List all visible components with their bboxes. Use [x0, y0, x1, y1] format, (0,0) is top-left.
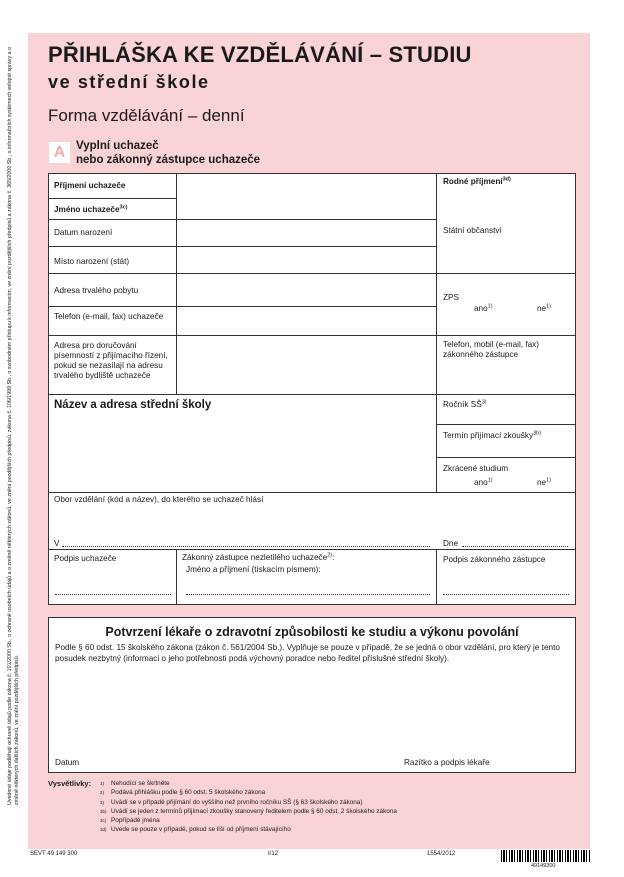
note-text: Podává přihlášku podle § 60 odst. 5 školského zákona — [111, 789, 266, 797]
guardian-name-label: Jméno a příjmení (tiskacím písmem): — [186, 565, 321, 574]
divider — [436, 549, 437, 605]
guardian-signature-label: Podpis zákonného zástupce — [443, 555, 546, 564]
legal-side-note: Uvedené údaje podléhají ochraně údajů podle zákona č. 101/2000 Sb., o ochraně osobních údajů a o změně některých zákonů, ve znění pozdějších předpisů, zákona č. 106/1999 Sb., o svobodném přístupu k informacím, ve znění pozdějších předpisů a zákona č. 365/2000 Sb., o informačních systémech veřejné správy a o změně některých dalších zákonů, ve znění pozdějších předpisů. — [7, 47, 21, 805]
name-label-text: Jméno uchazeče — [54, 205, 120, 214]
note-marker: 3) — [100, 799, 105, 805]
birth-surname-text: Rodné příjmení — [443, 177, 503, 186]
divider — [436, 173, 437, 492]
doctor-section-text: Podle § 60 odst. 15 školského zákona (zákon č. 561/2004 Sb.). Vyplňuje se pouze v případě, že se jedná o obor vzdělání, pro který je tento posudek nezbytný (informaci o jeho potřebnosti podá výchovný poradce nebo ředitel příslušné střední školy). — [55, 643, 560, 663]
divider — [48, 219, 436, 220]
notes-title: Vysvětlivky: — [48, 779, 92, 788]
form-title-line2: ve střední škole — [48, 72, 210, 92]
name-label-sup: 3c) — [119, 204, 128, 211]
shortened-yes-text: ano — [474, 478, 488, 487]
divider — [48, 492, 576, 493]
year-label — [443, 400, 487, 410]
divider — [48, 273, 576, 274]
note-marker: 1) — [100, 781, 105, 786]
divider — [176, 549, 177, 605]
applicant-form-panel — [48, 173, 576, 605]
guardian-title-sup: 2) — [327, 552, 333, 559]
birth-date-label: Datum narození — [54, 228, 113, 237]
delivery-address-label: Adresa pro doručování písemností z přijímacího řízení, pokud se nezasílají na adresu trvalého bydliště uchazeče — [54, 341, 168, 380]
name-input[interactable] — [177, 199, 436, 219]
note-item — [100, 779, 397, 788]
barcode — [501, 850, 590, 862]
exam-date-sup: 3b) — [533, 430, 542, 437]
birth-place-label: Místo narození (stát) — [54, 257, 130, 266]
birth-surname-label — [443, 177, 511, 187]
note-text: Popřípadě jména — [111, 817, 160, 825]
notes-list — [100, 779, 397, 835]
form-page-number: I/12 — [268, 851, 279, 857]
note-item — [100, 798, 397, 807]
exam-date-label — [443, 431, 541, 441]
note-marker: 3d) — [100, 827, 107, 833]
doctor-section-title: Potvrzení lékaře o zdravotní způsobilosti ke studiu a výkonu povolání — [105, 625, 519, 639]
shortened-yes-sup: 1) — [487, 477, 493, 484]
divider — [48, 335, 576, 336]
doctor-date-label: Datum — [55, 758, 80, 767]
guardian-phone-label: Telefon, mobil (e-mail, fax) zákonného zástupce — [443, 340, 540, 359]
divider — [436, 424, 576, 425]
zps-no-text: ne — [537, 304, 547, 313]
date-label: Dne — [443, 539, 459, 548]
place-input[interactable] — [62, 546, 430, 547]
guardian-signature-field[interactable] — [443, 594, 569, 595]
zps-yes-sup: 1) — [487, 303, 493, 310]
section-a-label-line2: nebo zákonný zástupce uchazeče — [76, 154, 261, 166]
birth-surname-sup: 3d) — [502, 176, 511, 183]
shortened-study-label: Zkrácené studium — [443, 464, 509, 473]
note-item — [100, 807, 397, 816]
shortened-no-sup: 1) — [546, 477, 551, 484]
phone-label: Telefon (e-mail, fax) uchazeče — [54, 312, 164, 321]
year-text: Ročník SŠ — [443, 400, 482, 409]
note-item — [100, 788, 397, 797]
note-marker: 3c) — [100, 818, 107, 824]
date-input[interactable] — [462, 546, 568, 547]
shortened-yes-option[interactable] — [474, 478, 493, 488]
doctor-stamp-label: Razítko a podpis lékaře — [404, 758, 490, 767]
form-code: SEVT 49 149 300 — [30, 851, 78, 857]
note-item — [100, 825, 397, 834]
school-label: Název a adresa střední školy — [54, 399, 212, 411]
place-label: V — [54, 539, 60, 548]
divider — [48, 394, 576, 395]
surname-label: Příjmení uchazeče — [54, 181, 126, 190]
field-of-study-input[interactable] — [49, 507, 575, 535]
note-item — [100, 816, 397, 825]
shortened-no-option[interactable] — [537, 478, 551, 488]
form-title: PŘIHLÁŠKA KE VZDĚLÁVÁNÍ – STUDIU — [48, 42, 472, 67]
section-a-label-line1: Vyplní uchazeč — [76, 140, 159, 152]
zps-no-option[interactable] — [537, 304, 551, 314]
zps-yes-text: ano — [474, 304, 488, 313]
divider — [48, 549, 576, 550]
zps-yes-option[interactable] — [474, 304, 493, 314]
surname-input[interactable] — [177, 174, 436, 198]
zps-no-sup: 1) — [546, 303, 551, 310]
divider — [436, 457, 576, 458]
section-a-label — [76, 139, 260, 167]
zps-label: ZPS — [443, 293, 459, 302]
divider — [48, 306, 436, 307]
applicant-signature-field[interactable] — [55, 594, 171, 595]
year-sup: 3) — [481, 399, 487, 406]
address-label: Adresa trvalého pobytu — [54, 286, 139, 295]
applicant-signature-label: Podpis uchazeče — [54, 554, 117, 563]
school-input[interactable] — [49, 414, 435, 491]
divider — [48, 198, 176, 199]
note-text: Uvádí se jeden z termínů přijímací zkoušky stanovený ředitelem podle § 60 odst. 2 školského zákona — [111, 807, 397, 815]
shortened-no-text: ne — [537, 478, 547, 487]
form-year: 1554/2012 — [427, 851, 456, 857]
divider — [48, 246, 436, 247]
note-marker: 3b) — [100, 808, 107, 814]
note-marker: 2) — [100, 790, 105, 796]
note-text: Uvádí se v případě přijímání do vyššího než prvního ročníku SŠ (§ 63 školského zákona) — [111, 798, 363, 806]
guardian-title-label: Zákonný zástupce nezletilého uchazeče$^{2)}$: — [182, 552, 335, 562]
note-text: Uvede se pouze v případě, pokud se liší od příjmení stávajícího — [111, 826, 291, 834]
guardian-name-field[interactable] — [186, 594, 430, 595]
note-text: Nehodící se škrtněte — [111, 780, 170, 787]
barcode-number: 49149300 — [531, 863, 556, 869]
form-subtitle: Forma vzdělávání – denní — [48, 106, 245, 125]
name-label — [54, 205, 127, 215]
guardian-title-text: Zákonný zástupce nezletilého uchazeče — [182, 553, 328, 562]
citizenship-label: Státní občanství — [443, 226, 502, 235]
section-a-badge: A — [49, 142, 70, 163]
field-of-study-label: Obor vzdělání (kód a název), do kterého se uchazeč hlásí — [54, 495, 264, 504]
doctor-confirmation-input[interactable] — [49, 672, 575, 752]
exam-date-text: Termín přijímací zkoušky — [443, 431, 534, 440]
